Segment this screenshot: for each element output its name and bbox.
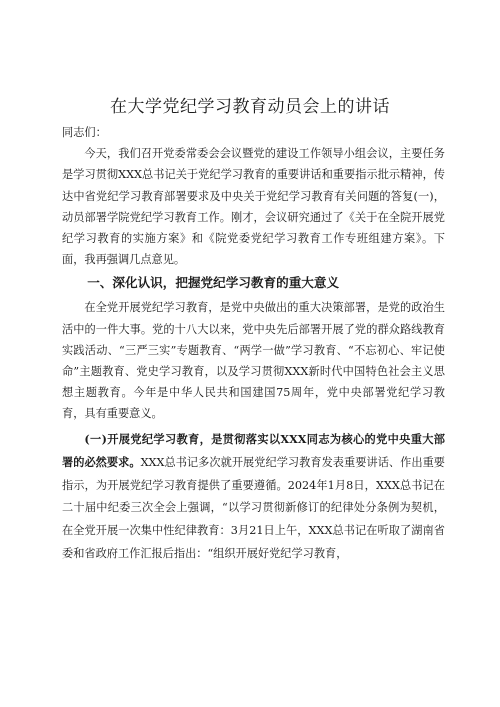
paragraph-subsection-1 (62, 428, 445, 566)
document-body (62, 122, 445, 565)
subsection-1-heading: (一)开展党纪学习教育，是贯彻落实以XXX同志为核心的党中央重大部署的必然要求。 (62, 431, 445, 470)
salutation: 同志们： (62, 126, 107, 139)
section-heading-1: 一、深化认识，把握党纪学习教育的重大意义 (87, 275, 340, 291)
subsection-1-text: XXX总书记多次就开展党纪学习教育发表重要讲话、作出重要指示，为开展党纪学习教育提供了重要遵循。2024年1月8日，XXX总书记在二十届中纪委三次全会上强调，“以学习贯彻新修订的纪律处分条例为契机，在全党开展一次集中性纪律教育：3月21日上午，XXX总书记在听取了湖南省委和省政府工作汇报后指出：“组织开展好党纪学习教育， (62, 456, 445, 560)
paragraph-opening: 今天，我们召开党委常委会会议暨党的建设工作领导小组会议，主要任务是学习贯彻XXX总书记关于党纪学习教育的重要讲话和重要指示批示精神，传达中省党纪学习教育部署要求及中央关于党纪学习教育有关问题的答复(一)，动员部署学院党纪学习教育工作。刚才，会议研究通过了《关于在全院开展党纪学习教育的实施方案》和《院党委党纪学习教育工作专班组建方案》。下面，我再强调几点意见。 (62, 147, 445, 267)
document-title: 在大学党纪学习教育动员会上的讲话 (110, 97, 390, 117)
paragraph-significance: 在全党开展党纪学习教育，是党中央做出的重大决策部署，是党的政治生活中的一件大事。党的十八大以来，党中央先后部署开展了党的群众路线教育实践活动、“三严三实”专题教育、“两学一做”学习教育、“不忘初心、牢记使命”主题教育、党史学习教育，以及学习贯彻XXX新时代中国特色社会主义思想主题教育。今年是中华人民共和国建国75周年，党中央部署党纪学习教育，具有重要意义。 (62, 301, 445, 421)
